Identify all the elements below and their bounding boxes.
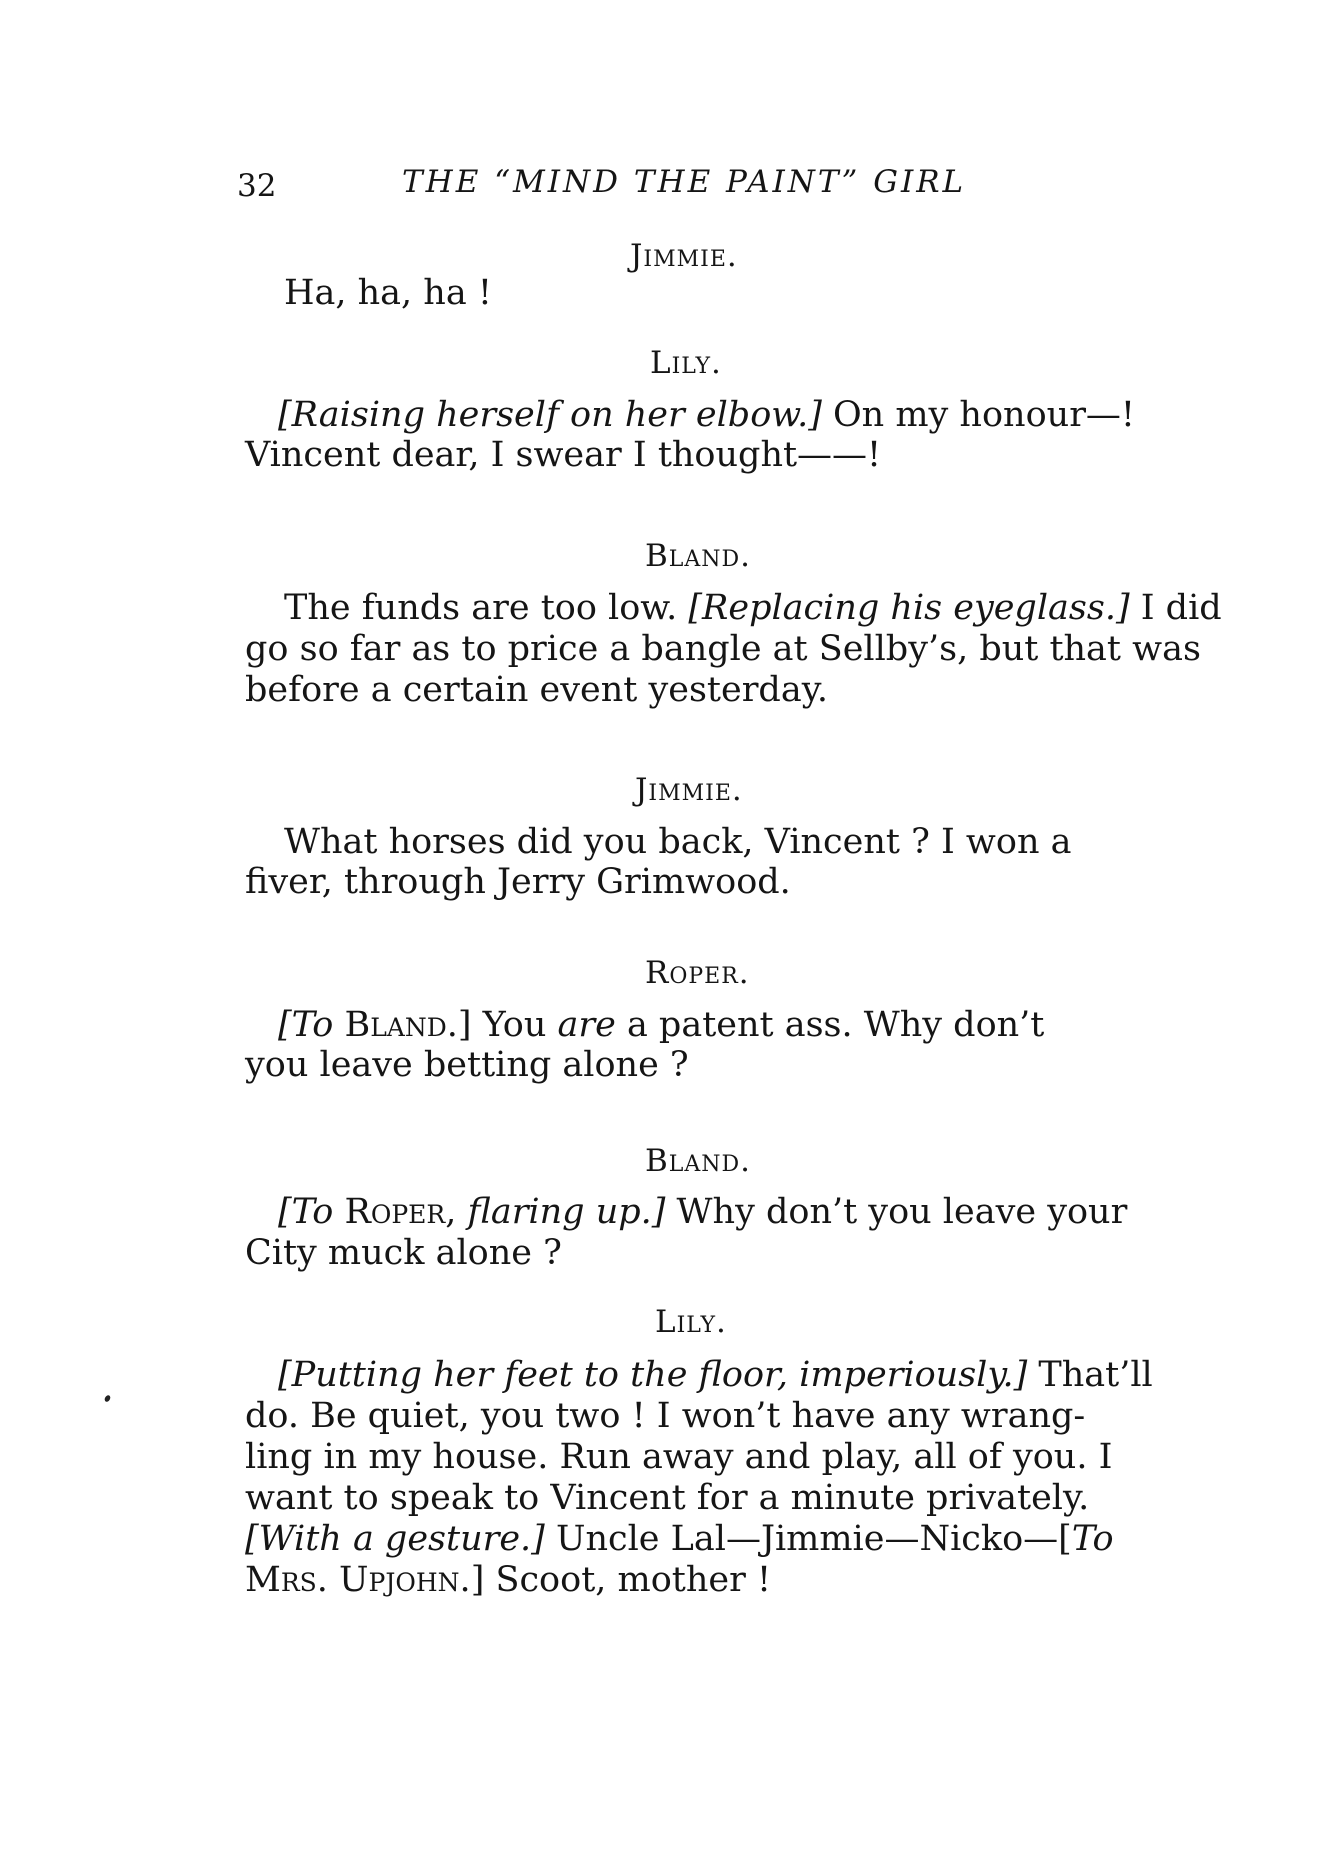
dialogue-text: Uncle Lal—Jimmie—Nicko—[ [544, 1519, 1072, 1559]
dialogue-line [278, 1005, 1044, 1045]
stage-direction: [To [278, 1005, 345, 1045]
page-number: 32 [237, 168, 277, 204]
stage-direction: [With a gesture.] [245, 1519, 545, 1559]
dialogue-line: Ha, ha, ha ! [284, 273, 492, 313]
emphasis: are [557, 1005, 616, 1045]
ink-speck [104, 1394, 112, 1403]
character-name: Roper, [344, 1192, 457, 1232]
dialogue-line [278, 395, 1135, 435]
dialogue-text: I did [1129, 588, 1222, 628]
speaker-name: Jimmie. [635, 772, 743, 808]
dialogue-text: The funds are too low. [284, 588, 689, 628]
speaker-name: Roper. [645, 955, 750, 991]
stage-direction: [Replacing his eyeglass.] [688, 588, 1130, 628]
stage-direction: [Putting her feet to the floor, imperiously.] [278, 1355, 1028, 1395]
stage-direction: [Raising herself on her elbow.] [278, 395, 822, 435]
speaker-name: Jimmie. [630, 238, 738, 274]
character-name: Mrs. Upjohn. [245, 1560, 471, 1600]
character-name: Bland. [344, 1005, 458, 1045]
dialogue-line [284, 588, 1222, 628]
dialogue-line: do. Be quiet, you two ! I won’t have any wrang- [245, 1396, 1086, 1436]
running-title: THE “MIND THE PAINT” GIRL [402, 164, 967, 200]
stage-direction: flaring up.] [456, 1192, 666, 1232]
dialogue-text: a patent ass. Why don’t [615, 1005, 1045, 1045]
dialogue-line [245, 1519, 1114, 1559]
dialogue-line: go so far as to price a bangle at Sellby’s, but that was [245, 629, 1201, 669]
stage-direction: To [1071, 1519, 1114, 1559]
dialogue-line: before a certain event yesterday. [245, 670, 828, 710]
dialogue-line: Vincent dear, I swear I thought——! [245, 435, 882, 475]
dialogue-text: ] Scoot, mother ! [470, 1560, 772, 1600]
stage-direction: [To [278, 1192, 345, 1232]
dialogue-line: City muck alone ? [245, 1233, 562, 1273]
dialogue-text: That’ll [1027, 1355, 1153, 1395]
dialogue-line: fiver, through Jerry Grimwood. [245, 862, 791, 902]
dialogue-line [278, 1355, 1153, 1395]
dialogue-text: ] You [457, 1005, 558, 1045]
dialogue-line [278, 1192, 1127, 1232]
dialogue-line [245, 1560, 771, 1600]
dialogue-text: On my honour—! [821, 395, 1135, 435]
dialogue-line: you leave betting alone ? [245, 1045, 689, 1085]
speaker-name: Bland. [645, 538, 752, 574]
dialogue-line: want to speak to Vincent for a minute privately. [245, 1478, 1090, 1518]
dialogue-line: ling in my house. Run away and play, all of you. I [245, 1437, 1113, 1477]
page-header [237, 164, 1137, 214]
speaker-name: Lily. [650, 345, 722, 381]
speaker-name: Bland. [645, 1143, 752, 1179]
speaker-name: Lily. [655, 1304, 727, 1340]
dialogue-text: Why don’t you leave your [665, 1192, 1128, 1232]
dialogue-line: What horses did you back, Vincent ? I won a [284, 822, 1072, 862]
